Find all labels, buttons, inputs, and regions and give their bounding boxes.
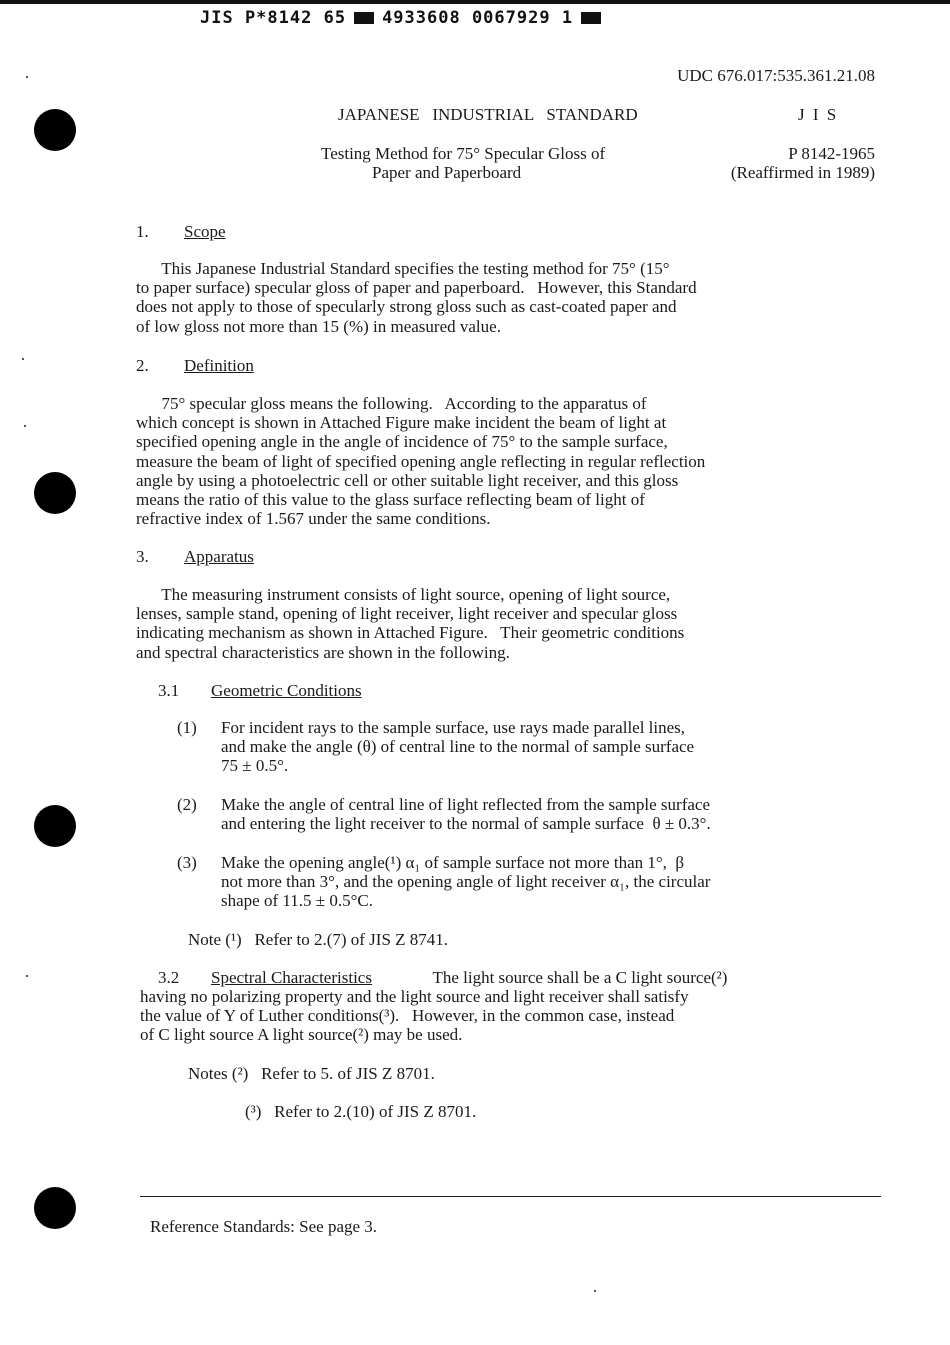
jis-label: J I S (798, 105, 839, 124)
document-title: Testing Method for 75° Specular Gloss of Paper and Paperboard (321, 144, 606, 183)
section-3-title: Apparatus (184, 547, 254, 566)
item-1-text: For incident rays to the sample surface, use rays made parallel lines, and make the angle (θ) of central line to the normal of sample surface 75 ± 0.5°. (221, 718, 695, 776)
section-2-title: Definition (184, 356, 254, 375)
section-3-number: 3. (136, 547, 149, 566)
udc-number: UDC 676.017:535.361.21.08 (677, 66, 875, 85)
section-1-title: Scope (184, 222, 226, 241)
spectral-first-line: The light source shall be a C light source(²) (420, 968, 728, 987)
apparatus-paragraph: The measuring instrument consists of light source, opening of light source, lenses, sample stand, opening of light receiver, light receiver and specular gloss indicating mechanism as shown in Attached Figure. Their geometric conditions and spectral characteristics are shown in the following. (136, 585, 685, 662)
barcode-block (581, 12, 601, 24)
scan-speck (22, 358, 24, 360)
punch-hole (34, 472, 76, 514)
scope-paragraph: This Japanese Industrial Standard specifies the testing method for 75° (15° to paper surface) specular gloss of paper and paperboard. However, this Standard does not apply to those of specularly strong gloss such as cast-coated paper and of low gloss not more than 15 (%) in measured value. (136, 259, 697, 336)
standard-org: JAPANESE INDUSTRIAL STANDARD (338, 105, 638, 124)
reference-standards: Reference Standards: See page 3. (150, 1217, 378, 1236)
item-3-number: (3) (177, 853, 197, 872)
spectral-paragraph: having no polarizing property and the light source and light receiver shall satisfy the value of Y of Luther conditions(³). However, in the common case, instead of C light source A light source(²) may be used. (140, 987, 689, 1045)
scan-speck (24, 425, 26, 427)
section-3-2-title: Spectral Characteristics (211, 968, 372, 987)
item-2-number: (2) (177, 795, 197, 814)
scan-code-middle: 4933608 0067929 1 (382, 8, 574, 28)
section-3-1-title: Geometric Conditions (211, 681, 362, 700)
reaffirmed-note: (Reaffirmed in 1989) (730, 163, 875, 182)
section-3-1-number: 3.1 (158, 681, 180, 700)
item-1-number: (1) (177, 718, 197, 737)
scan-speck (26, 975, 28, 977)
barcode-block (354, 12, 374, 24)
scan-speck (594, 1290, 596, 1292)
note-2: Notes (²) Refer to 5. of JIS Z 8701. (188, 1064, 435, 1083)
note-3: (³) Refer to 2.(10) of JIS Z 8701. (245, 1102, 477, 1121)
definition-paragraph: 75° specular gloss means the following. According to the apparatus of which concept is shown in Attached Figure make incident the beam of light at specified opening angle in the angle of incidence of 75° to the sample surface, measure the beam of light of specified opening angle reflecting in regular reflection angle by using a photoelectric cell or other suitable light receiver, and this gloss means the ratio of this value to the glass surface reflecting beam of light of refractive index of 1.567 under the same conditions. (136, 394, 706, 529)
item-2-text: Make the angle of central line of light reflected from the sample surface and entering the light receiver to the normal of sample surface θ ± 0.3°. (221, 795, 711, 834)
section-1-number: 1. (136, 222, 149, 241)
scan-code (200, 8, 609, 28)
scan-code-left: JIS P*8142 65 (200, 8, 347, 28)
scan-top-border (0, 0, 950, 4)
footer-rule (140, 1196, 881, 1197)
note-1: Note (¹) Refer to 2.(7) of JIS Z 8741. (188, 930, 449, 949)
punch-hole (34, 805, 76, 847)
section-2-number: 2. (136, 356, 149, 375)
scan-speck (26, 76, 28, 78)
section-3-2-number: 3.2 (158, 968, 180, 987)
punch-hole (34, 1187, 76, 1229)
standard-number: P 8142-1965 (788, 144, 875, 163)
item-3-text: Make the opening angle(¹) α₁ of sample surface not more than 1°, β not more than 3°, and the opening angle of light receiver α₁, the circular shape of 11.5 ± 0.5°C. (221, 853, 711, 911)
punch-hole (34, 109, 76, 151)
